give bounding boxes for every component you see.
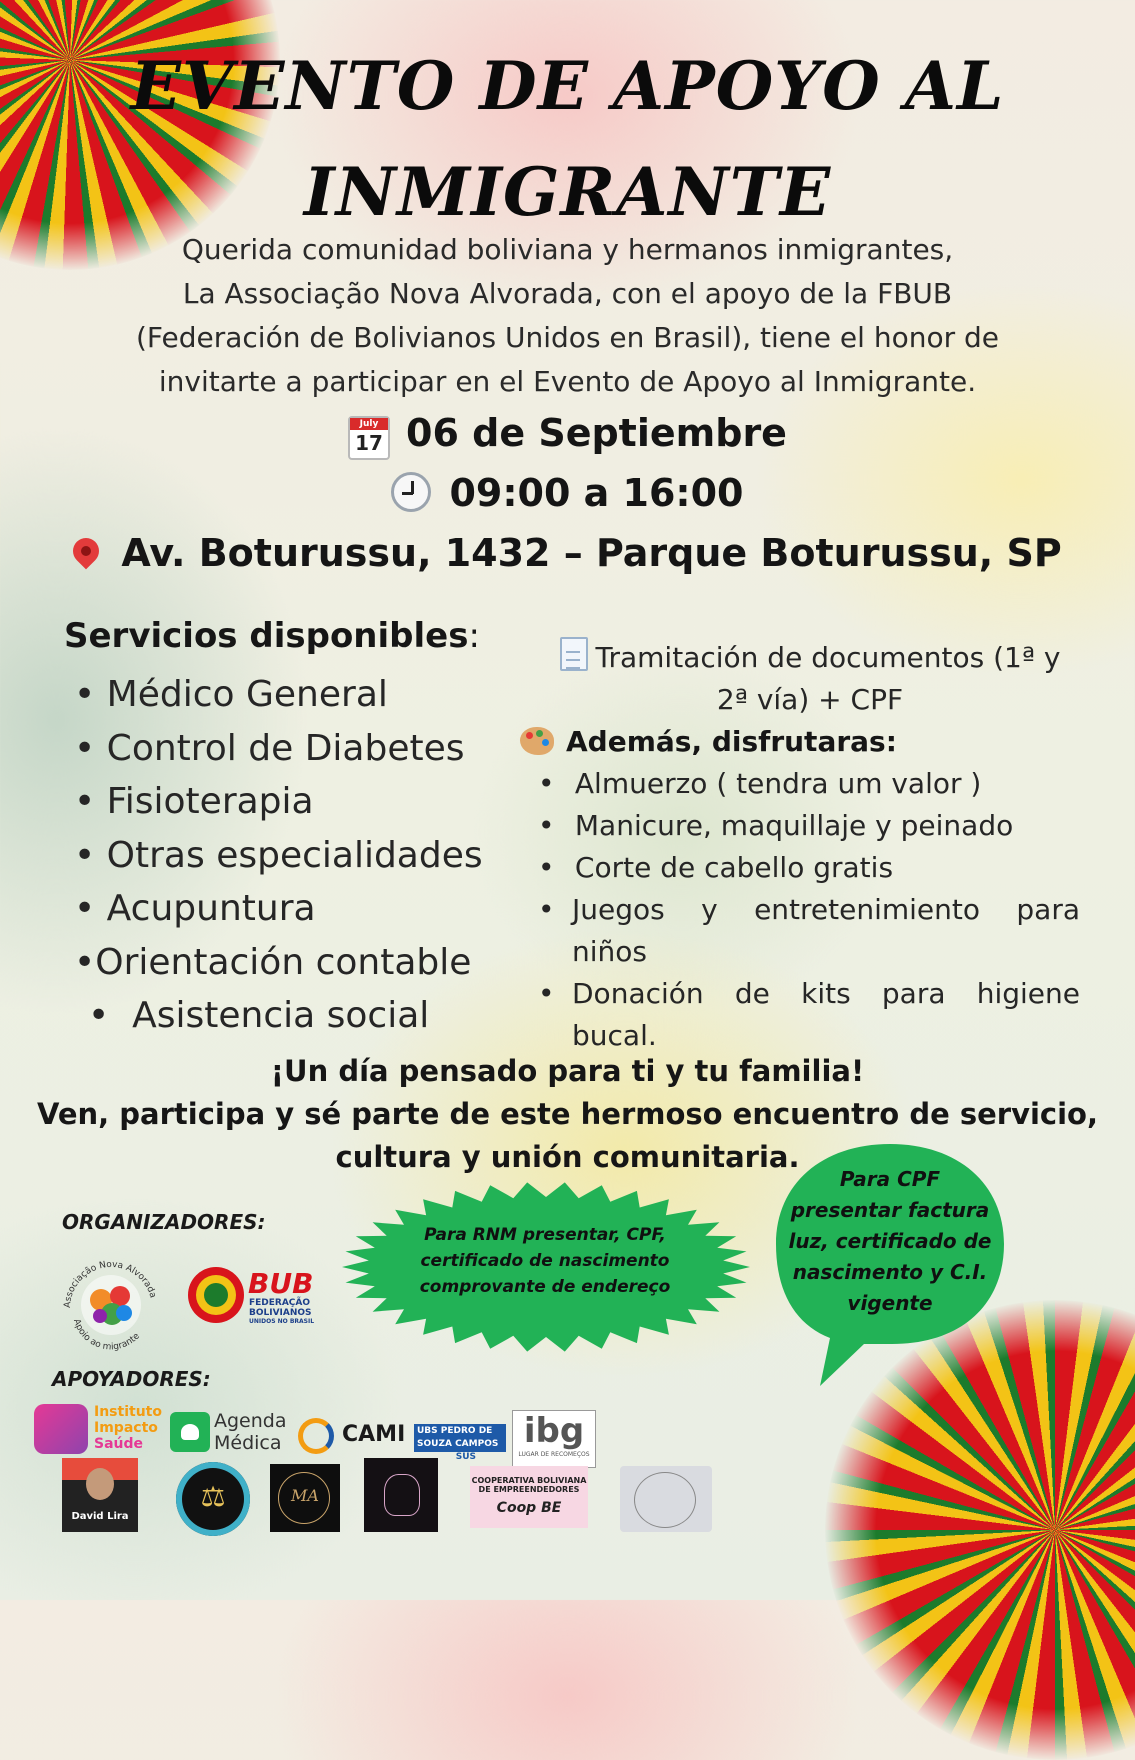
extras-list (520, 763, 1080, 1057)
list-item: • Control de Diabetes (74, 727, 465, 769)
event-time (0, 468, 1135, 518)
event-date-text: 06 de Septiembre (406, 411, 787, 455)
event-date (0, 408, 1135, 460)
justice-scales-logo: ⚖ (176, 1462, 250, 1536)
list-item: • Otras especialidades (74, 834, 483, 876)
calendar-icon: July 17 (348, 416, 390, 460)
document-icon (560, 637, 588, 671)
hand-nails-logo (364, 1458, 438, 1532)
ma-logo: MA (270, 1464, 340, 1532)
ibg-logo: ibg LUGAR DE RECOMEÇOS (512, 1410, 596, 1468)
nova-alvorada-logo (56, 1250, 166, 1360)
instituto-impacto-logo: Instituto Impacto Saúde (34, 1402, 160, 1456)
list-item: • Fisioterapia (74, 781, 314, 822)
svg-text:FEDERAÇÃO: FEDERAÇÃO (249, 1298, 311, 1308)
intro-paragraph (60, 228, 1075, 404)
list-item: • Corte de cabello gratis (520, 847, 1080, 889)
location-pin-icon (68, 533, 105, 570)
clock-icon (391, 472, 431, 512)
associacao-social-logo (620, 1466, 712, 1532)
list-item: • Asistencia social (88, 995, 430, 1036)
cami-logo: CAMI (298, 1414, 408, 1460)
documents-item: Tramitación de documentos (1ª y 2ª vía) + CPF (520, 637, 1090, 721)
closing-message: ¡Un día pensado para ti y tu familia! Ven, participa y sé parte de este hermoso encuentro de servicio, cultura y unión comunitaria. (37, 1054, 1098, 1174)
intro-line: (Federación de Bolivianos Unidos en Brasil), tiene el honor de (136, 321, 999, 354)
svg-text:BUB: BUB (248, 1267, 314, 1300)
list-item: •Orientación contable (74, 941, 472, 983)
list-item: • Juegos y entretenimiento para niños (520, 889, 1080, 973)
organizers-label: ORGANIZADORES: (62, 1210, 266, 1234)
intro-line: Querida comunidad boliviana y hermanos inmigrantes, (181, 233, 954, 266)
title-line-2: INMIGRANTE (303, 153, 832, 231)
intro-line: invitarte a participar en el Evento de Apoyo al Inmigrante. (158, 365, 977, 398)
david-lira-logo: David Lira (62, 1458, 138, 1532)
event-address (0, 528, 1135, 578)
rnm-note-text: Para RNM presentar, CPF, certificado de nascimento comprovante de endereço (419, 1225, 671, 1297)
cpf-note-text: Para CPF presentar factura luz, certificado de nascimento y C.I. vigente (788, 1167, 992, 1315)
palette-icon (520, 727, 554, 755)
coop-be-logo: COOPERATIVA BOLIVIANA DE EMPREENDEDORES Coop BE (470, 1466, 588, 1528)
svg-text:UNIDOS NO BRASIL: UNIDOS NO BRASIL (249, 1318, 315, 1325)
event-time-text: 09:00 a 16:00 (449, 471, 744, 515)
svg-text:Associação Nova Alvorada: Associação Nova Alvorada (62, 1259, 158, 1309)
event-address-text: Av. Boturussu, 1432 – Parque Boturussu, SP (121, 531, 1062, 575)
fbub-logo (186, 1265, 328, 1329)
extras-heading: Además, disfrutaras: (520, 721, 1080, 763)
ubs-pedro-logo: UBS PEDRO DE SOUZA CAMPOS SUS (414, 1424, 506, 1468)
list-item: • Donación de kits para higiene bucal. (520, 973, 1080, 1057)
svg-text:BOLIVIANOS: BOLIVIANOS (249, 1308, 312, 1318)
list-item: • Manicure, maquillaje y peinado (520, 805, 1080, 847)
svg-text:Apoio ao migrante: Apoio ao migrante (71, 1317, 142, 1353)
agenda-medica-logo: Agenda Médica (168, 1408, 292, 1456)
list-item: • Médico General (74, 674, 388, 715)
list-item: • Acupuntura (74, 888, 316, 929)
services-list (74, 668, 483, 1043)
supporters-label: APOYADORES: (52, 1367, 211, 1391)
intro-line: La Associação Nova Alvorada, con el apoyo de la FBUB (182, 277, 953, 310)
list-item: • Almuerzo ( tendra um valor ) (520, 763, 1080, 805)
title-line-1: EVENTO DE APOYO AL (130, 47, 1005, 125)
services-heading: Servicios disponibles: (64, 616, 480, 656)
